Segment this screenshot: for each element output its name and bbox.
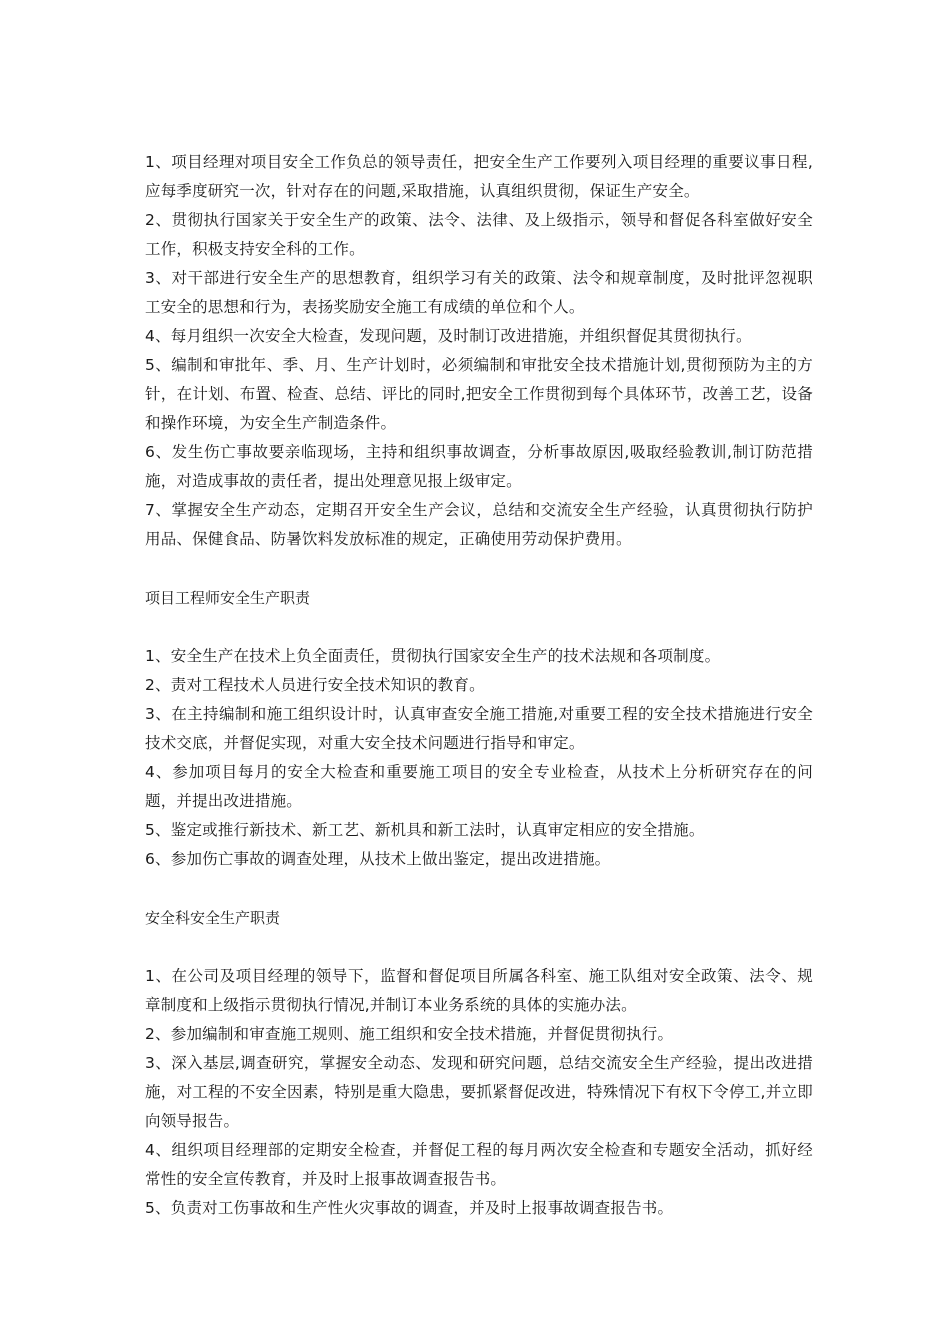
spacer <box>145 613 813 642</box>
section-project-manager <box>145 148 813 554</box>
document-page <box>145 148 813 1223</box>
section-project-engineer <box>145 584 813 874</box>
paragraph: 1、在公司及项目经理的领导下，监督和督促项目所属各科室、施工队组对安全政策、法令、规章制度和上级指示贯彻执行情况,并制订本业务系统的具体的实施办法。 <box>145 967 813 1014</box>
paragraph: 5、负责对工伤事故和生产性火灾事故的调查，并及时上报事故调查报告书。 <box>145 1199 674 1217</box>
paragraph: 3、深入基层,调查研究，掌握安全动态、发现和研究问题，总结交流安全生产经验，提出改进措施，对工程的不安全因素，特别是重大隐患，要抓紧督促改进，特殊情况下有权下令停工,并立即向领导报告。 <box>145 1054 813 1130</box>
paragraph: 1、安全生产在技术上负全面责任，贯彻执行国家安全生产的技术法规和各项制度。 <box>145 647 721 665</box>
paragraph: 2、贯彻执行国家关于安全生产的政策、法令、法律、及上级指示，领导和督促各科室做好安全工作，积极支持安全科的工作。 <box>145 211 813 258</box>
paragraph: 1、项目经理对项目安全工作负总的领导责任，把安全生产工作要列入项目经理的重要议事日程,应每季度研究一次，针对存在的问题,采取措施，认真组织贯彻，保证生产安全。 <box>145 153 813 200</box>
section-safety-department <box>145 904 813 1223</box>
paragraph: 5、鉴定或推行新技术、新工艺、新机具和新工法时，认真审定相应的安全措施。 <box>145 821 705 839</box>
paragraph: 7、掌握安全生产动态，定期召开安全生产会议，总结和交流安全生产经验，认真贯彻执行防护用品、保健食品、防暑饮料发放标准的规定，正确使用劳动保护费用。 <box>145 501 813 548</box>
paragraph: 2、责对工程技术人员进行安全技术知识的教育。 <box>145 676 485 694</box>
spacer <box>145 874 813 904</box>
section-heading: 项目工程师安全生产职责 <box>145 589 311 607</box>
spacer <box>145 554 813 584</box>
paragraph: 4、参加项目每月的安全大检查和重要施工项目的安全专业检查，从技术上分析研究存在的问题，并提出改进措施。 <box>145 763 813 810</box>
paragraph: 4、每月组织一次安全大检查，发现问题，及时制订改进措施，并组织督促其贯彻执行。 <box>145 327 752 345</box>
paragraph: 3、对干部进行安全生产的思想教育，组织学习有关的政策、法令和规章制度，及时批评忽视职工安全的思想和行为，表扬奖励安全施工有成绩的单位和个人。 <box>145 269 813 316</box>
paragraph: 5、编制和审批年、季、月、生产计划时，必须编制和审批安全技术措施计划,贯彻预防为主的方针，在计划、布置、检查、总结、评比的同时,把安全工作贯彻到每个具体环节，改善工艺，设备和操作环境，为安全生产制造条件。 <box>145 356 813 432</box>
paragraph: 6、发生伤亡事故要亲临现场，主持和组织事故调查，分析事故原因,吸取经验教训,制订防范措施，对造成事故的责任者，提出处理意见报上级审定。 <box>145 443 813 490</box>
paragraph: 4、组织项目经理部的定期安全检查，并督促工程的每月两次安全检查和专题安全活动，抓好经常性的安全宣传教育，并及时上报事故调查报告书。 <box>145 1141 813 1188</box>
section-heading: 安全科安全生产职责 <box>145 909 281 927</box>
paragraph: 2、参加编制和审查施工规则、施工组织和安全技术措施，并督促贯彻执行。 <box>145 1025 674 1043</box>
paragraph: 6、参加伤亡事故的调查处理，从技术上做出鉴定，提出改进措施。 <box>145 850 611 868</box>
paragraph: 3、在主持编制和施工组织设计时，认真审查安全施工措施,对重要工程的安全技术措施进行安全技术交底，并督促实现，对重大安全技术问题进行指导和审定。 <box>145 705 813 752</box>
spacer <box>145 933 813 962</box>
